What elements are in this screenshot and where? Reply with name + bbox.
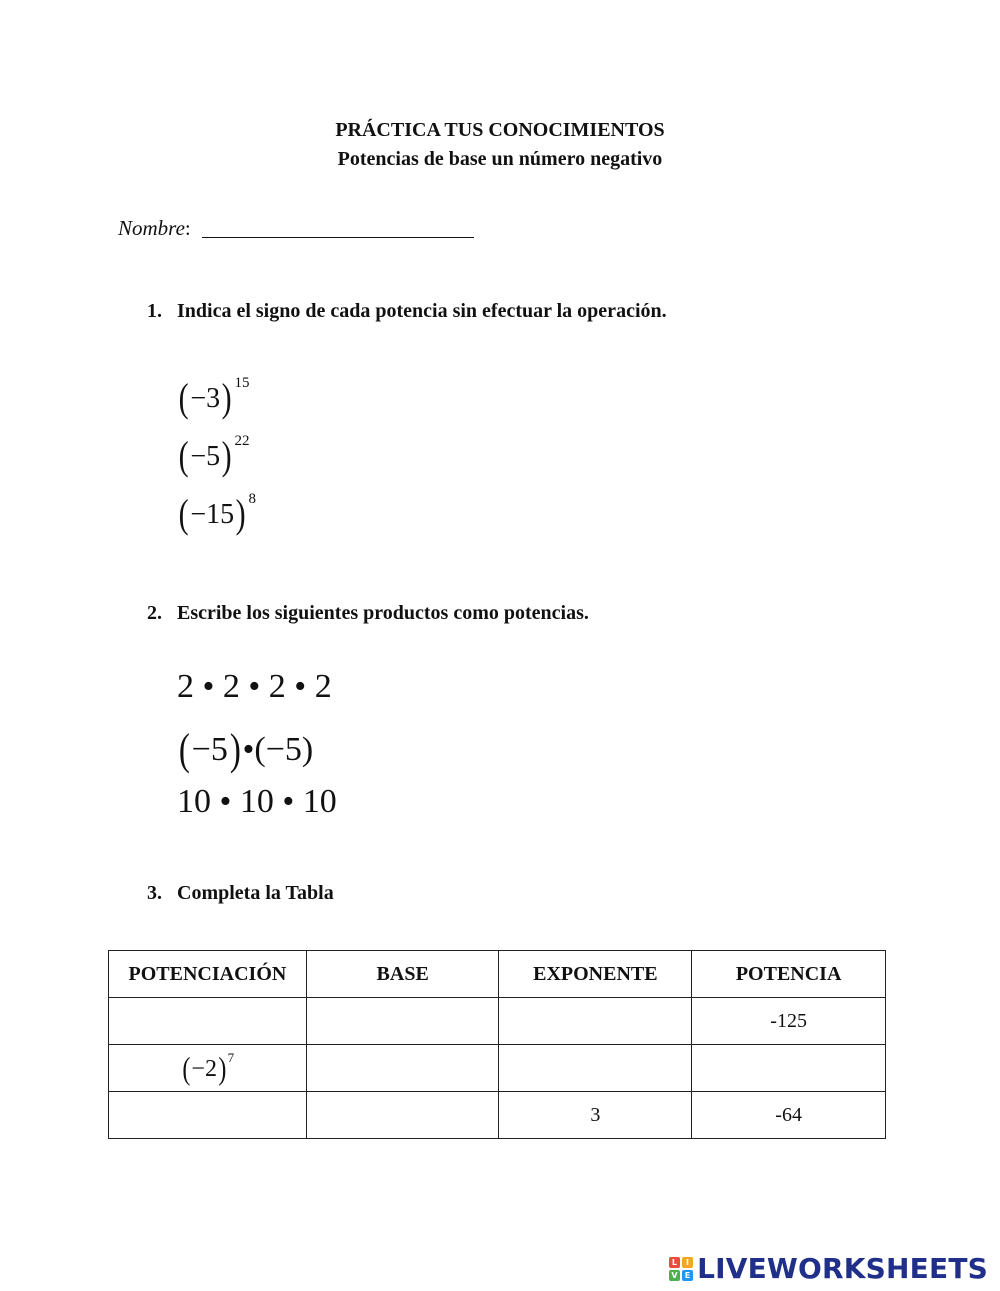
name-colon: :	[184, 216, 191, 240]
power-2-exponent: 22	[234, 433, 250, 449]
cell-exponente-2[interactable]	[499, 1045, 692, 1092]
power-1-exponent: 15	[234, 375, 250, 391]
product-2-base: −5	[191, 731, 228, 768]
table-row	[109, 998, 886, 1045]
name-input-line[interactable]	[202, 217, 474, 238]
power-expression-2: (−5) $^{22}$	[178, 433, 250, 478]
cell-potenciacion-2: $(-2)^7$	[109, 1045, 307, 1092]
question-3-text: Completa la Tabla	[177, 882, 334, 904]
cell-potencia-1: -125	[692, 998, 886, 1045]
question-1-text: Indica el signo de cada potencia sin efectuar la operación.	[177, 300, 667, 322]
cell-exponente-1[interactable]	[499, 998, 692, 1045]
cell-potenciacion-1[interactable]	[109, 998, 307, 1045]
table-row	[109, 1092, 886, 1139]
question-3	[147, 882, 334, 905]
power-expression-1: (−3) $^{15}$	[178, 375, 250, 420]
table-row	[109, 1045, 886, 1092]
product-2-dot: •	[242, 731, 255, 768]
name-row	[118, 216, 474, 241]
product-expression-1: 2 • 2 • 2 • 2	[177, 668, 332, 705]
cell-base-2[interactable]	[306, 1045, 499, 1092]
question-3-number: 3.	[147, 882, 162, 904]
power-3-base: −15	[190, 499, 235, 530]
question-1	[147, 300, 667, 323]
liveworksheets-logo	[669, 1252, 988, 1285]
page-subtitle: Potencias de base un número negativo	[337, 148, 663, 170]
logo-mark-i: I	[682, 1257, 693, 1268]
logo-mark-e: E	[682, 1270, 693, 1281]
header-potencia: POTENCIA	[692, 951, 886, 998]
cell-base-3[interactable]	[306, 1092, 499, 1139]
power-1-base: −3	[190, 383, 221, 414]
logo-text: LIVEWORKSHEETS	[697, 1252, 988, 1285]
table-header-row	[109, 951, 886, 998]
question-1-number: 1.	[147, 300, 162, 322]
question-2-number: 2.	[147, 602, 162, 624]
product-expression-3: 10 • 10 • 10	[177, 783, 337, 820]
logo-mark-l: L	[669, 1257, 680, 1268]
cell-potencia-2[interactable]	[692, 1045, 886, 1092]
power-2-base: −5	[190, 441, 221, 472]
question-2-text: Escribe los siguientes productos como potencias.	[177, 602, 589, 624]
header-potenciacion: POTENCIACIÓN	[109, 951, 307, 998]
page-title: PRÁCTICA TUS CONOCIMIENTOS	[335, 119, 665, 141]
question-2	[147, 602, 589, 625]
header-base: BASE	[306, 951, 499, 998]
cell-potenciacion-3[interactable]	[109, 1092, 307, 1139]
exercise-table	[108, 950, 886, 1139]
cell-exponente-3: 3	[499, 1092, 692, 1139]
name-label: Nombre	[118, 216, 185, 240]
cell-potencia-3: -64	[692, 1092, 886, 1139]
product-2-rest: (−5)	[254, 731, 314, 768]
cell-power-base: −2	[191, 1055, 217, 1082]
header-exponente: EXPONENTE	[499, 951, 692, 998]
liveworksheets-logo-icon	[669, 1257, 693, 1281]
product-expression-2: (−5)•(−5)	[178, 725, 314, 774]
power-3-exponent: 8	[248, 491, 256, 507]
cell-base-1[interactable]	[306, 998, 499, 1045]
logo-mark-v: V	[669, 1270, 680, 1281]
power-expression-3: (−15) $^8$	[178, 491, 256, 536]
cell-power-exponent: 7	[227, 1049, 235, 1065]
